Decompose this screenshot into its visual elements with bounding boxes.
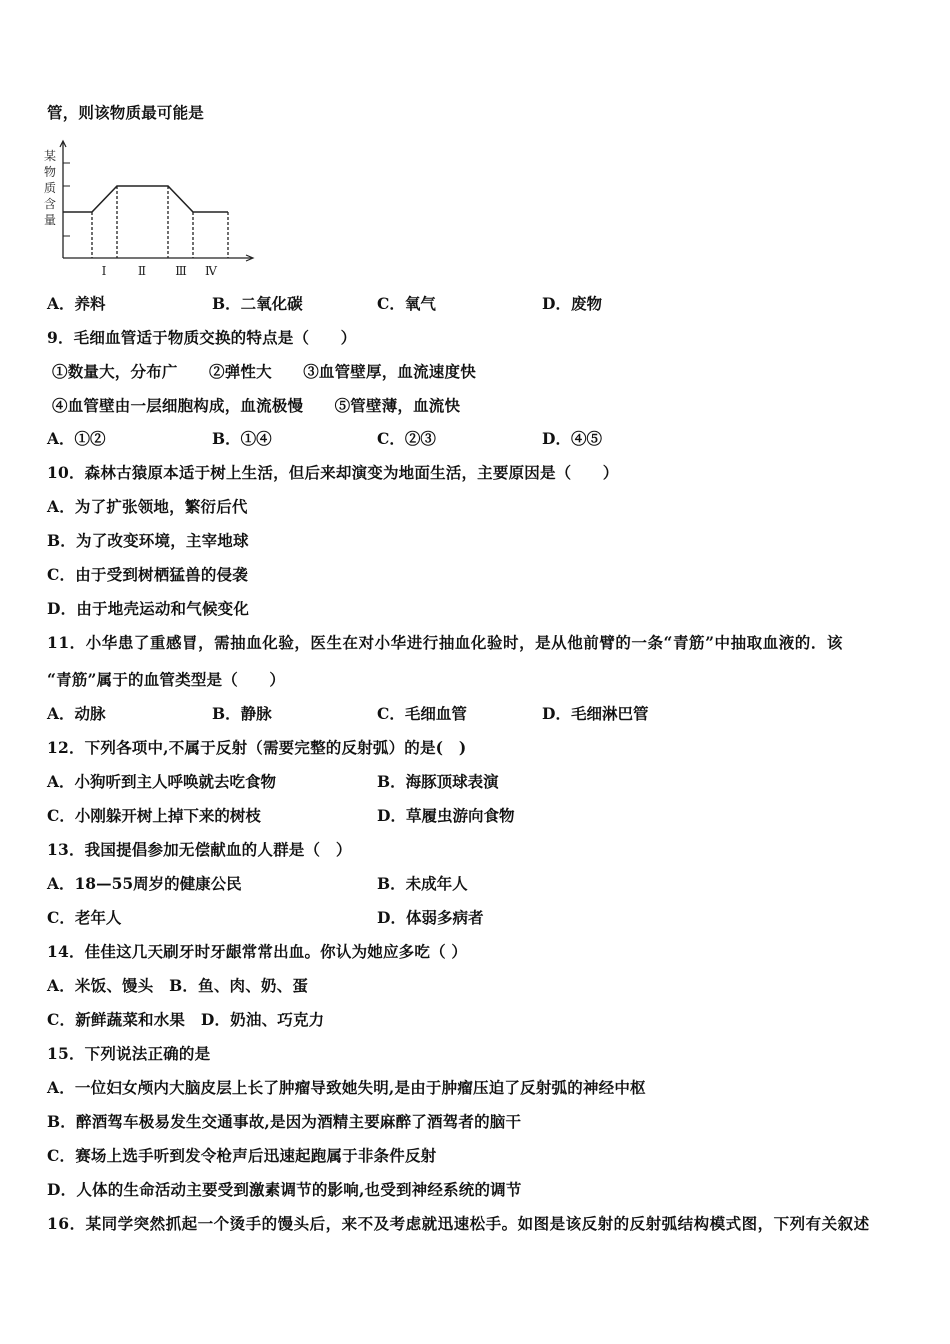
q13-stem: 13．我国提倡参加无偿献血的人群是（ ） — [47, 840, 352, 859]
q12-option-d: D．草履虫游向食物 — [377, 806, 515, 825]
content-curve — [63, 186, 228, 212]
x-label-0: Ⅰ — [101, 264, 107, 278]
q9-option-c: C．②③ — [377, 429, 436, 448]
q15-option-c: C．赛场上选手听到发令枪声后迅速起跑属于非条件反射 — [47, 1146, 437, 1165]
q10-option-b: B．为了改变环境，主宰地球 — [47, 531, 249, 550]
q10-stem: 10．森林古猿原本适于树上生活，但后来却演变为地面生活，主要原因是（ ） — [47, 463, 619, 482]
q8-stem-tail: 管，则该物质最可能是 — [47, 103, 205, 122]
q12-option-c: C．小刚躲开树上掉下来的树枝 — [47, 806, 261, 825]
q9-statements-1: ①数量大，分布广 ②弹性大 ③血管壁厚，血流速度快 — [52, 362, 476, 381]
q15-option-a: A．一位妇女颅内大脑皮层上长了肿瘤导致她失明,是由于肿瘤压迫了反射弧的神经中枢 — [47, 1078, 646, 1097]
q11-stem-2: “青筋”属于的血管类型是（ ） — [47, 670, 286, 689]
q12-option-a: A．小狗听到主人呼唤就去吃食物 — [47, 772, 277, 791]
q10-option-d: D．由于地壳运动和气候变化 — [47, 599, 250, 618]
q12-stem: 12．下列各项中,不属于反射（需要完整的反射弧）的是( ) — [47, 738, 467, 757]
q15-option-d: D．人体的生命活动主要受到激素调节的影响,也受到神经系统的调节 — [47, 1180, 522, 1199]
q8-option-c: C．氧气 — [377, 294, 436, 313]
ylabel-char-3: 含 — [44, 197, 57, 211]
graph-x-labels — [102, 264, 218, 278]
q10-option-a: A．为了扩张领地，繁衍后代 — [47, 497, 248, 516]
q14-stem: 14．佳佳这几天刷牙时牙龈常常出血。你认为她应多吃（ ） — [47, 942, 468, 961]
q14-options-line-2: C．新鲜蔬菜和水果 D．奶油、巧克力 — [47, 1010, 325, 1029]
q9-stem: 9．毛细血管适于物质交换的特点是（ ） — [47, 328, 357, 347]
q16-stem: 16．某同学突然抓起一个烫手的馒头后，来不及考虑就迅速松手。如图是该反射的反射弧结构模式图，下列有关叙述 — [47, 1214, 870, 1233]
ylabel-char-1: 物 — [44, 165, 57, 179]
ylabel-char-0: 某 — [44, 149, 57, 163]
q13-option-c: C．老年人 — [47, 908, 122, 927]
q8-option-d: D．废物 — [542, 294, 602, 313]
q15-stem: 15．下列说法正确的是 — [47, 1044, 211, 1063]
x-label-3: Ⅳ — [205, 264, 217, 278]
q11-option-d: D．毛细淋巴管 — [542, 704, 649, 723]
q11-option-b: B．静脉 — [212, 704, 272, 723]
q9-statements-2: ④血管壁由一层细胞构成，血流极慢 ⑤管壁薄，血流快 — [52, 396, 461, 415]
graph-content-lines — [63, 186, 228, 258]
ylabel-char-2: 质 — [44, 181, 57, 195]
ylabel-char-4: 量 — [44, 213, 57, 227]
q11-option-c: C．毛细血管 — [377, 704, 467, 723]
q9-option-b: B．①④ — [212, 429, 272, 448]
q12-option-b: B．海豚顶球表演 — [377, 772, 499, 791]
q10-option-c: C．由于受到树栖猛兽的侵袭 — [47, 565, 248, 584]
x-label-1: Ⅱ — [137, 264, 147, 278]
x-label-2: Ⅲ — [175, 264, 187, 278]
graph-ylabel — [44, 149, 56, 227]
q9-option-a: A．①② — [47, 429, 106, 448]
q9-option-d: D．④⑤ — [542, 429, 602, 448]
q8-option-a: A．养料 — [47, 294, 106, 313]
q13-option-b: B．未成年人 — [377, 874, 468, 893]
q15-option-b: B．醉酒驾车极易发生交通事故,是因为酒精主要麻醉了酒驾者的脑干 — [47, 1112, 522, 1131]
q11-stem-1: 11．小华患了重感冒，需抽血化验，医生在对小华进行抽血化验时，是从他前臂的一条“青筋”中抽取血液的．该 — [47, 633, 843, 652]
graph-y-ticks — [63, 163, 70, 236]
q13-option-a: A．18—55周岁的健康公民 — [47, 874, 242, 893]
q14-options-line-1: A．米饭、馒头 B．鱼、肉、奶、蛋 — [47, 976, 309, 995]
q8-option-b: B．二氧化碳 — [212, 294, 303, 313]
q8-substance-graph — [40, 138, 260, 280]
q13-option-d: D．体弱多病者 — [377, 908, 484, 927]
q11-option-a: A．动脉 — [47, 704, 106, 723]
